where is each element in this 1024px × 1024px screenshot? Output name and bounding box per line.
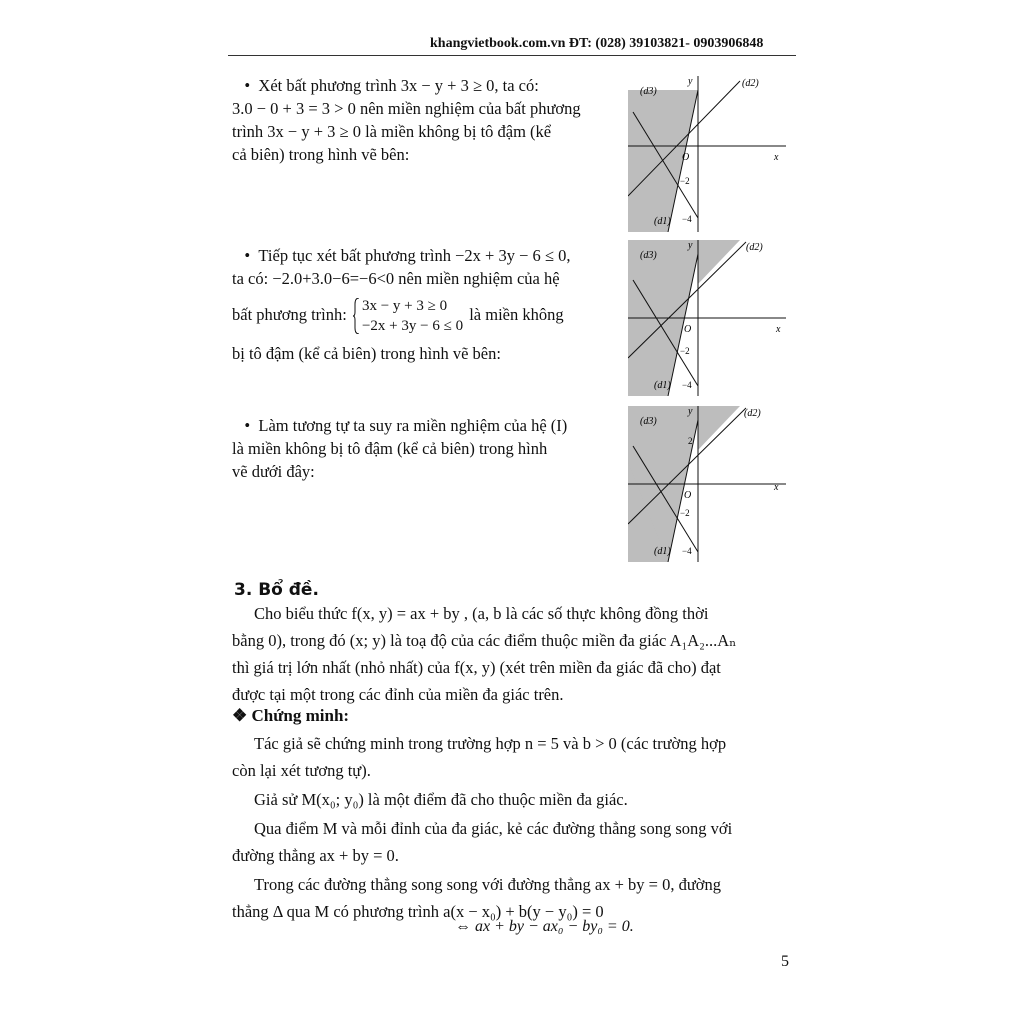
graph-2 bbox=[628, 240, 786, 396]
graph-2-svg bbox=[628, 240, 786, 396]
proof-title: ❖ Chứng minh: bbox=[232, 706, 350, 725]
label-y: y bbox=[688, 406, 693, 417]
tick-neg2: −2 bbox=[680, 346, 690, 356]
header-rule bbox=[228, 55, 796, 56]
lemma-paragraph bbox=[232, 600, 792, 708]
sys-eq-1: 3x − y + 3 ≥ 0 bbox=[361, 298, 448, 314]
graph-3 bbox=[628, 406, 786, 562]
bullet-2-line1: • Tiếp tục xét bất phương trình −2x + 3y − 6 ≤ 0, bbox=[232, 246, 571, 265]
proof-body bbox=[232, 730, 792, 925]
tick-neg4: −4 bbox=[682, 380, 692, 390]
bullet-2-line4: bị tô đậm (kể cả biên) trong hình vẽ bên: bbox=[232, 344, 501, 363]
page-number: 5 bbox=[781, 953, 789, 970]
proof-p4-line1: Trong các đường thẳng song song với đường thẳng ax + by = 0, đường bbox=[254, 875, 721, 894]
bullet-1 bbox=[232, 74, 602, 166]
bullet-2-line2: ta có: −2.0+3.0−6=−6<0 nên miền nghiệm của hệ bbox=[232, 269, 560, 288]
label-d3: (d3) bbox=[640, 416, 657, 427]
proof-p1-line2: còn lại xét tương tự). bbox=[232, 761, 371, 780]
label-x: x bbox=[774, 482, 779, 493]
lemma-line-2: bằng 0), trong đó (x; y) là toạ độ của các điểm thuộc miền đa giác A₁A₂...Aₙ bbox=[232, 631, 737, 650]
lemma-line-3: thì giá trị lớn nhất (nhỏ nhất) của f(x, y) (xét trên miền đa giác đã cho) đạt bbox=[232, 658, 721, 677]
brace-icon bbox=[353, 298, 359, 334]
bullet-1-line1: • Xét bất phương trình 3x − y + 3 ≥ 0, ta có: bbox=[232, 76, 539, 95]
section-title: 3. Bổ đề. bbox=[234, 580, 319, 600]
bullet-3 bbox=[232, 414, 602, 483]
label-d2: (d2) bbox=[742, 78, 759, 89]
proof-p4-line2: thẳng Δ qua M có phương trình a(x − x₀) + b(y − y₀) = 0 bbox=[232, 902, 604, 921]
label-d2: (d2) bbox=[746, 242, 763, 253]
label-x: x bbox=[776, 324, 781, 335]
label-d3: (d3) bbox=[640, 250, 657, 261]
tick-neg2: −2 bbox=[680, 176, 690, 186]
label-d1: (d1) bbox=[654, 546, 671, 557]
label-y: y bbox=[688, 240, 693, 251]
label-d3: (d3) bbox=[640, 86, 657, 97]
label-y: y bbox=[688, 76, 693, 87]
bullet-1-line4: cả biên) trong hình vẽ bên: bbox=[232, 145, 410, 164]
label-x: x bbox=[774, 152, 779, 163]
proof-p3-line1: Qua điểm M và mỗi đỉnh của đa giác, kẻ các đường thẳng song song với bbox=[254, 819, 733, 838]
lemma-line-4: được tại một trong các đỉnh của miền đa giác trên. bbox=[232, 685, 564, 704]
graph-1-svg bbox=[628, 76, 786, 232]
label-d2: (d2) bbox=[744, 408, 761, 419]
bullet-2 bbox=[232, 244, 602, 365]
lemma-line-1: Cho biểu thức f(x, y) = ax + by , (a, b là các số thực không đồng thời bbox=[254, 604, 709, 623]
inequality-system bbox=[353, 296, 463, 336]
proof-p1-line1: Tác giả sẽ chứng minh trong trường hợp n = 5 và b > 0 (các trường hợp bbox=[254, 734, 727, 753]
page-header: khangvietbook.com.vn ĐT: (028) 39103821- 0903906848 bbox=[430, 36, 764, 51]
sys-eq-2: −2x + 3y − 6 ≤ 0 bbox=[361, 318, 464, 334]
final-equation: ⇔ ax + by − ax₀ − by₀ = 0. bbox=[455, 918, 634, 935]
tick-neg4: −4 bbox=[682, 214, 692, 224]
tick-neg2: −2 bbox=[680, 508, 690, 518]
label-origin: O bbox=[682, 152, 690, 163]
tick-neg4: −4 bbox=[682, 546, 692, 556]
proof-p2: Giả sử M(x₀; y₀) là một điểm đã cho thuộc miền đa giác. bbox=[254, 790, 628, 809]
tick-top: 2 bbox=[688, 436, 693, 446]
bullet-1-line2: 3.0 − 0 + 3 = 3 > 0 nên miền nghiệm của bất phương bbox=[232, 99, 581, 118]
bullet-1-line3: trình 3x − y + 3 ≥ 0 là miền không bị tô đậm (kể bbox=[232, 122, 552, 141]
graph-3-svg bbox=[628, 406, 786, 562]
label-d1: (d1) bbox=[654, 216, 671, 227]
label-d1: (d1) bbox=[654, 380, 671, 391]
label-origin: O bbox=[684, 324, 692, 335]
bullet-3-line1: • Làm tương tự ta suy ra miền nghiệm của hệ (I) bbox=[232, 416, 568, 435]
label-origin: O bbox=[684, 490, 692, 501]
bullet-3-line3: vẽ dưới đây: bbox=[232, 462, 315, 481]
graph-1 bbox=[628, 76, 786, 232]
bullet-3-line2: là miền không bị tô đậm (kể cả biên) trong hình bbox=[232, 439, 548, 458]
proof-p3-line2: đường thẳng ax + by = 0. bbox=[232, 846, 399, 865]
bullet-2-line3: bất phương trình: 3x − y + 3 ≥ 0 −2x + 3y − 6 ≤ 0 là miền không bbox=[232, 298, 564, 334]
